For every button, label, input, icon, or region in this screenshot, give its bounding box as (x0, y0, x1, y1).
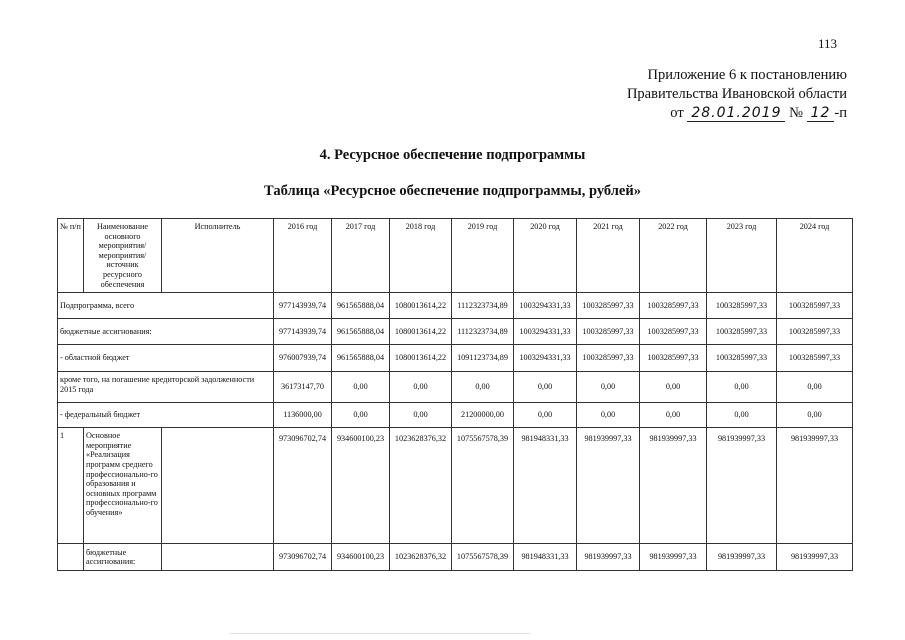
cell-2024: 1003285997,33 (777, 319, 853, 345)
cell-2019: 1112323734,89 (452, 319, 514, 345)
cell-2022: 1003285997,33 (640, 319, 707, 345)
header-2021: 2021 год (577, 219, 640, 293)
cell-2021: 1003285997,33 (577, 319, 640, 345)
cell-2020: 0,00 (514, 372, 577, 403)
cell-2021: 981939997,33 (577, 544, 640, 571)
table-row (58, 372, 853, 403)
cell-2021: 1003285997,33 (577, 293, 640, 319)
cell-2020: 1003294331,33 (514, 319, 577, 345)
cell-2017: 961565888,04 (332, 319, 390, 345)
appendix-line-1: Приложение 6 к постановлению (647, 67, 847, 83)
row-label: - федеральный бюджет (58, 403, 274, 428)
row-num: 1 (58, 428, 84, 544)
cell-2018: 1023628376,32 (390, 544, 452, 571)
cell-2022: 0,00 (640, 403, 707, 428)
cell-2019: 21200000,00 (452, 403, 514, 428)
number-sign: № (789, 105, 803, 121)
table-row (58, 403, 853, 428)
handwritten-date: 28.01.2019 (687, 105, 785, 122)
row-label: Подпрограмма, всего (58, 293, 274, 319)
row-num (58, 544, 84, 571)
cell-2020: 0,00 (514, 403, 577, 428)
section-title: 4. Ресурсное обеспечение подпрограммы (319, 147, 586, 163)
table-row (58, 293, 853, 319)
number-suffix: -п (834, 105, 847, 121)
cell-2024: 0,00 (777, 403, 853, 428)
cell-2017: 934600100,23 (332, 428, 390, 544)
table-row (58, 345, 853, 372)
cell-2017: 934600100,23 (332, 544, 390, 571)
header-executor: Исполнитель (162, 219, 274, 293)
cell-2017: 961565888,04 (332, 293, 390, 319)
cell-2019: 1091123734,89 (452, 345, 514, 372)
cell-2018: 1080013614,22 (390, 319, 452, 345)
appendix-date-line (627, 104, 847, 123)
handwritten-number: 12 (807, 105, 835, 122)
header-2018: 2018 год (390, 219, 452, 293)
cell-2020: 981948331,33 (514, 428, 577, 544)
cell-2024: 1003285997,33 (777, 293, 853, 319)
header-2024: 2024 год (777, 219, 853, 293)
resource-table (57, 218, 853, 571)
cell-2020: 1003294331,33 (514, 345, 577, 372)
cell-2023: 1003285997,33 (707, 345, 777, 372)
table-row (58, 319, 853, 345)
cell-2021: 1003285997,33 (577, 345, 640, 372)
scan-edge-line (230, 633, 530, 634)
row-executor (162, 544, 274, 571)
header-2019: 2019 год (452, 219, 514, 293)
appendix-header (627, 66, 847, 123)
cell-2017: 0,00 (332, 403, 390, 428)
cell-2016: 36173147,70 (274, 372, 332, 403)
row-label: бюджетные ассигнования: (58, 319, 274, 345)
cell-2024: 981939997,33 (777, 544, 853, 571)
cell-2021: 0,00 (577, 403, 640, 428)
cell-2016: 977143939,74 (274, 319, 332, 345)
cell-2023: 981939997,33 (707, 428, 777, 544)
cell-2024: 981939997,33 (777, 428, 853, 544)
appendix-line-2: Правительства Ивановской области (626, 86, 847, 102)
table-title: Таблица «Ресурсное обеспечение подпрограммы, рублей» (264, 183, 641, 199)
header-num: № п/п (58, 219, 84, 293)
cell-2023: 1003285997,33 (707, 319, 777, 345)
cell-2016: 973096702,74 (274, 544, 332, 571)
header-2023: 2023 год (707, 219, 777, 293)
cell-2023: 1003285997,33 (707, 293, 777, 319)
page-number: 113 (818, 36, 838, 51)
table-row (58, 428, 853, 544)
row-label: бюджетные ассигнования: (84, 544, 162, 571)
cell-2019: 0,00 (452, 372, 514, 403)
row-label: кроме того, на погашение кредиторской задолженности 2015 года (58, 372, 274, 403)
cell-2018: 0,00 (390, 403, 452, 428)
cell-2023: 0,00 (707, 372, 777, 403)
cell-2022: 981939997,33 (640, 428, 707, 544)
cell-2016: 1136000,00 (274, 403, 332, 428)
date-prefix: от (670, 105, 684, 121)
cell-2018: 0,00 (390, 372, 452, 403)
cell-2024: 0,00 (777, 372, 853, 403)
cell-2016: 973096702,74 (274, 428, 332, 544)
cell-2022: 981939997,33 (640, 544, 707, 571)
cell-2018: 1023628376,32 (390, 428, 452, 544)
cell-2023: 981939997,33 (707, 544, 777, 571)
cell-2021: 0,00 (577, 372, 640, 403)
cell-2017: 961565888,04 (332, 345, 390, 372)
cell-2020: 981948331,33 (514, 544, 577, 571)
cell-2019: 1075567578,39 (452, 428, 514, 544)
table-header-row (58, 219, 853, 293)
cell-2024: 1003285997,33 (777, 345, 853, 372)
cell-2021: 981939997,33 (577, 428, 640, 544)
header-name: Наименование основного мероприятия/мероприятия/источник ресурсного обеспечения (84, 219, 162, 293)
cell-2018: 1080013614,22 (390, 293, 452, 319)
row-label: - областной бюджет (58, 345, 274, 372)
cell-2019: 1112323734,89 (452, 293, 514, 319)
cell-2020: 1003294331,33 (514, 293, 577, 319)
header-2017: 2017 год (332, 219, 390, 293)
table-row (58, 544, 853, 571)
header-2020: 2020 год (514, 219, 577, 293)
cell-2022: 1003285997,33 (640, 293, 707, 319)
cell-2019: 1075567578,39 (452, 544, 514, 571)
cell-2017: 0,00 (332, 372, 390, 403)
cell-2018: 1080013614,22 (390, 345, 452, 372)
row-label: Основное мероприятие «Реализация программ среднего профессионально-го образования и основных программ профессионально-го обучения» (84, 428, 162, 544)
header-2016: 2016 год (274, 219, 332, 293)
cell-2023: 0,00 (707, 403, 777, 428)
cell-2016: 977143939,74 (274, 293, 332, 319)
cell-2022: 1003285997,33 (640, 345, 707, 372)
header-2022: 2022 год (640, 219, 707, 293)
cell-2016: 976007939,74 (274, 345, 332, 372)
cell-2022: 0,00 (640, 372, 707, 403)
row-executor (162, 428, 274, 544)
